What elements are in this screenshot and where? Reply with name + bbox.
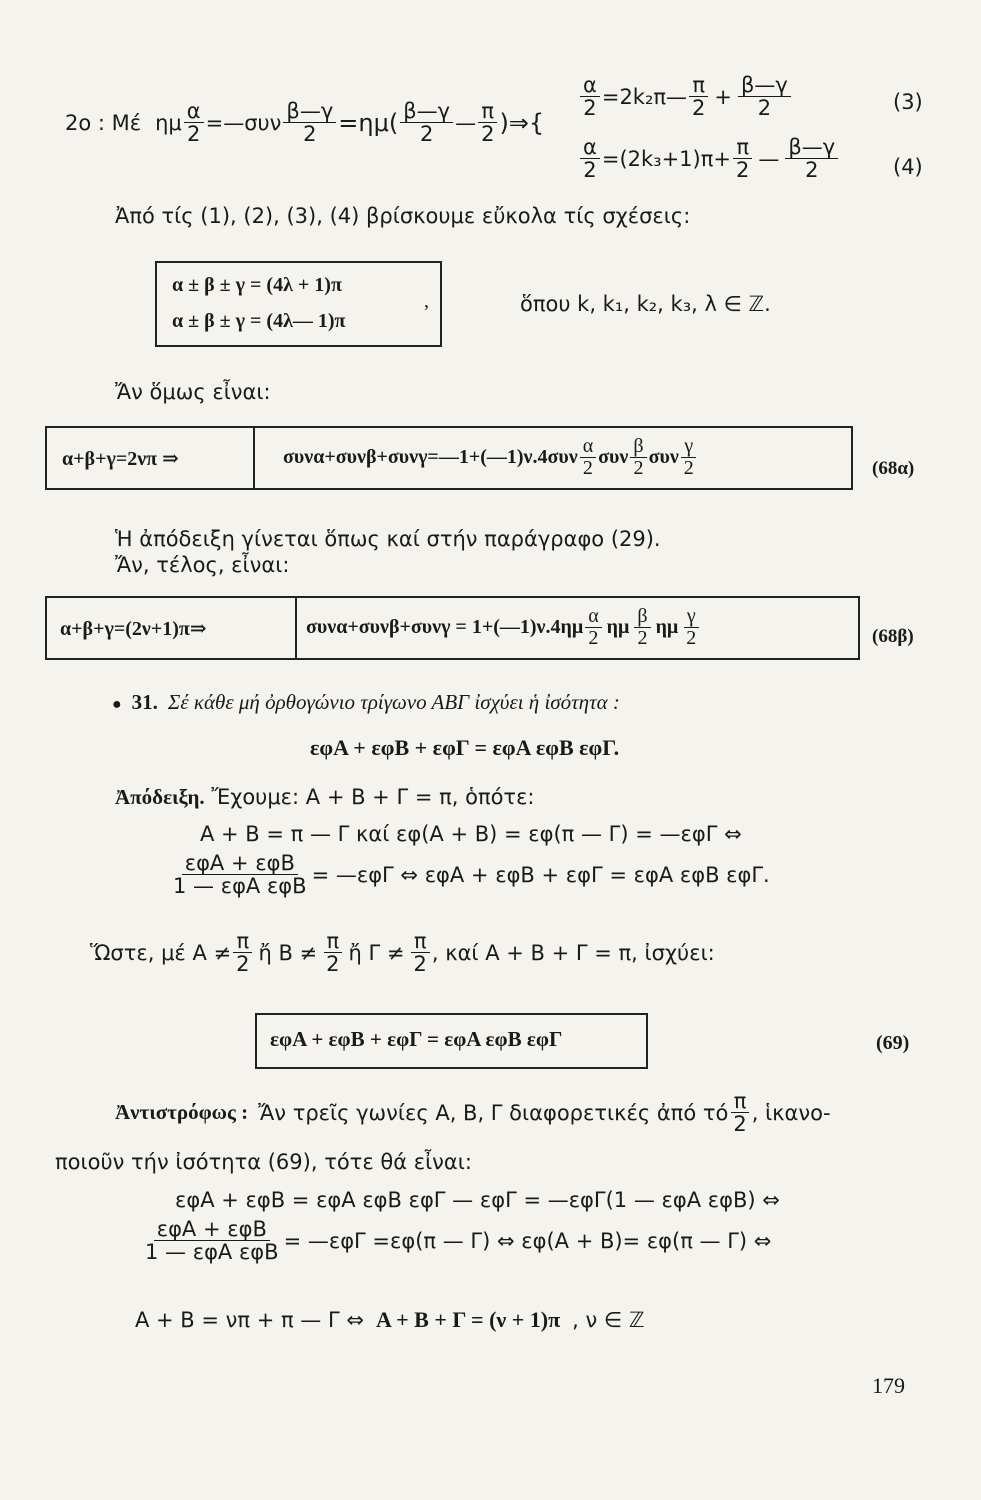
converse-text: Α + Β = νπ + π — Γ ⇔ — [135, 1308, 364, 1332]
converse-line-5 — [135, 1307, 645, 1333]
fraction: $\frac{\beta—\gamma}{2}$ — [283, 100, 336, 145]
box68b-right — [306, 606, 701, 649]
hence-text: ἤ Γ ≠ — [348, 940, 405, 965]
tag-4: (4) — [893, 155, 923, 179]
label-2o: 2ο : Μέ — [65, 110, 142, 135]
fraction: $\frac{\pi}{2}$ — [410, 930, 429, 975]
formula-text: συν — [598, 446, 629, 468]
box68a-left: α+β+γ=2νπ ⇒ — [62, 448, 179, 470]
equation-line-1 — [65, 100, 544, 145]
fraction: $\frac{\alpha}{2}$ — [585, 606, 601, 649]
proof-text: Ἔχουμε: Α + Β + Γ = π, ὁπότε: — [211, 785, 535, 809]
formula-text: συνα+συνβ+συνγ=—1+(—1)ν.4συν — [283, 446, 578, 468]
fraction: $\frac{\beta—\gamma}{2}$ — [785, 136, 838, 181]
box68b-left: α+β+γ=(2ν+1)π⇒ — [60, 618, 207, 640]
fraction: $\frac{\pi}{2}$ — [689, 74, 708, 119]
fraction: $\frac{\alpha}{2}$ — [580, 74, 600, 119]
eq-text: =ημ( — [338, 108, 399, 137]
case-3 — [578, 74, 793, 119]
section-statement: Σέ κάθε μή ὀρθογώνιο τρίγωνο ΑΒΓ ἰσχύει ἡ ἰσότητα : — [167, 690, 620, 714]
converse-line-4 — [140, 1218, 771, 1263]
eq-text: — — [758, 146, 780, 171]
fraction: $\frac{\beta}{2}$ — [630, 436, 646, 479]
finally-text: Ἄν, τέλος, εἶναι: — [115, 553, 290, 577]
fraction: $\frac{\pi}{2}$ — [233, 930, 252, 975]
fraction: $\frac{\alpha}{2}$ — [184, 100, 204, 145]
fraction: $\frac{\alpha}{2}$ — [580, 136, 600, 181]
converse-line-1 — [115, 1090, 831, 1135]
proof-note: Ἡ ἀπόδειξη γίνεται ὅπως καί στήν παράγραφο (29). — [115, 527, 661, 551]
converse-line-2: ποιοῦν τήν ἰσότητα (69), τότε θά εἶναι: — [55, 1150, 472, 1174]
converse-text: , ν ∈ ℤ — [572, 1308, 645, 1332]
section-31-header — [112, 690, 620, 715]
tag-68b: (68β) — [872, 626, 914, 647]
fraction: $\frac{\alpha}{2}$ — [580, 436, 596, 479]
fraction: $\frac{\text{εφΑ + εφΒ}}{\text{1 — εφΑ εφΒ}}$ — [145, 1217, 279, 1265]
formula-text: ημ — [606, 616, 630, 638]
converse-text: = —εφΓ =εφ(π — Γ) ⇔ εφ(Α + Β)= εφ(π — Γ) ⇔ — [283, 1228, 772, 1253]
box68a-right — [283, 436, 699, 479]
proof-line-2: Α + Β = π — Γ καί εφ(Α + Β) = εφ(π — Γ) = —εφΓ ⇔ — [200, 822, 742, 846]
tag-68a: (68α) — [872, 458, 915, 479]
eq-text: =2k₂π— — [601, 84, 688, 109]
box1-row1: α ± β ± γ = (4λ + 1)π — [172, 274, 342, 296]
fraction: $\frac{\pi}{2}$ — [323, 930, 342, 975]
fraction: $\frac{\beta—\gamma}{2}$ — [400, 100, 453, 145]
fraction: $\frac{\gamma}{2}$ — [681, 436, 697, 479]
proof-line-3 — [168, 852, 770, 897]
formula-text: συν — [648, 446, 679, 468]
fraction: $\frac{\text{εφΑ + εφΒ}}{\text{1 — εφΑ εφΒ}}$ — [173, 851, 307, 899]
box69-text: εφΑ + εφΒ + εφΓ = εφΑ εφΒ εφΓ — [270, 1027, 563, 1051]
converse-text: Ἄν τρεῖς γωνίες Α, Β, Γ διαφορετικές ἀπό τό — [258, 1100, 729, 1125]
eq-text: =(2k₃+1)π+ — [601, 146, 731, 171]
hence-text: ἤ Β ≠ — [258, 940, 318, 965]
proof-line-1 — [115, 785, 535, 810]
where-text: ὅπου k, k₁, k₂, k₃, λ ∈ ℤ. — [520, 292, 771, 316]
eq-text: )⇒{ — [499, 108, 545, 137]
page-number: 179 — [872, 1373, 905, 1398]
hence-line — [90, 930, 715, 975]
eq-text: + — [714, 84, 733, 109]
tag-3: (3) — [893, 90, 923, 114]
box1-comma: , — [424, 290, 429, 312]
formula-text: συνα+συνβ+συνγ = 1+(—1)ν.4ημ — [306, 616, 584, 638]
fraction: $\frac{\beta—\gamma}{2}$ — [738, 74, 791, 119]
box1-row2: α ± β ± γ = (4λ— 1)π — [172, 310, 346, 332]
hence-text: Ὥστε, μέ Α ≠ — [90, 940, 232, 965]
bullet-icon: ● — [112, 696, 122, 713]
fraction: $\frac{\pi}{2}$ — [730, 1090, 749, 1135]
hence-text: , καί Α + Β + Γ = π, ἰσχύει: — [431, 940, 715, 965]
tag-69: (69) — [876, 1032, 910, 1054]
box-divider — [253, 428, 255, 488]
converse-text: , ἱκανο- — [751, 1100, 831, 1125]
fraction: $\frac{\pi}{2}$ — [733, 136, 752, 181]
if-however-text: Ἄν ὅμως εἶναι: — [115, 380, 271, 404]
section-number: 31. — [131, 690, 158, 714]
fraction: $\frac{\pi}{2}$ — [478, 100, 497, 145]
text-from-relations: Ἀπό τίς (1), (2), (3), (4) βρίσκουμε εὔκολα τίς σχέσεις: — [115, 204, 691, 228]
fraction: $\frac{\beta}{2}$ — [634, 606, 650, 649]
converse-head: Ἀντιστρόφως : — [115, 1100, 249, 1125]
proof-text: = —εφΓ ⇔ εφΑ + εφΒ + εφΓ = εφΑ εφΒ εφΓ. — [311, 862, 770, 887]
eq-text: — — [455, 110, 477, 135]
formula-text: ημ — [655, 616, 679, 638]
case-4 — [578, 136, 840, 181]
eq-text: ημ — [155, 110, 182, 135]
box-divider — [295, 598, 297, 658]
converse-line-3: εφΑ + εφΒ = εφΑ εφΒ εφΓ — εφΓ = —εφΓ(1 — εφΑ εφΒ) ⇔ — [175, 1188, 780, 1212]
fraction: $\frac{\gamma}{2}$ — [683, 606, 699, 649]
identity-statement: εφΑ + εφΒ + εφΓ = εφΑ εφΒ εφΓ. — [310, 735, 620, 760]
proof-head: Ἀπόδειξη. — [115, 785, 205, 809]
converse-result: Α + Β + Γ = (ν + 1)π — [375, 1307, 561, 1332]
eq-text: =—συν — [205, 110, 282, 135]
